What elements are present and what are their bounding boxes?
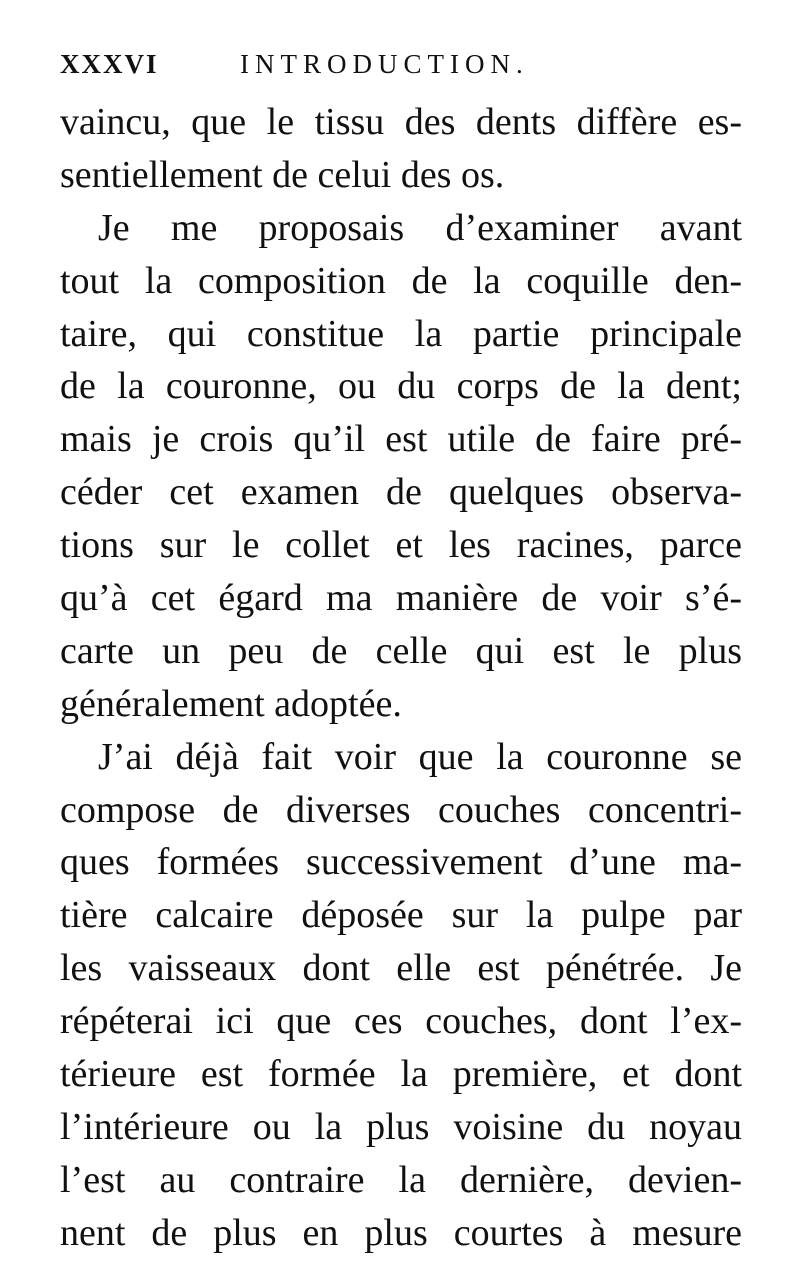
text-line: répéterai ici que ces couches, dont l’ex- [60,1000,742,1043]
text-line: tout la composition de la coquille den- [60,259,742,302]
text-line: l’est au contraire la dernière, devien- [60,1158,742,1201]
text-line: vaincu, que le tissu des dents diffère es- [60,101,742,143]
text-line: l’intérieure ou la plus voisine du noyau [60,1105,742,1148]
text-line: céder cet examen de quelques observa- [60,471,742,514]
text-line: sentiellement de celui des os. [60,153,505,196]
text-line: térieure est formée la première, et dont [60,1053,742,1096]
text-line: généralement adoptée. [60,682,402,725]
text-line: les vaisseaux dont elle est pénétrée. Je [60,947,742,990]
text-line: de la couronne, ou du corps de la dent; [60,365,742,408]
body-text [60,96,742,1260]
text-line: nent de plus en plus courtes à mesure [60,1211,742,1254]
text-line: compose de diverses couches concentri- [60,788,742,831]
text-line: Je me proposais d’examiner avant [98,206,742,249]
text-line: tière calcaire déposée sur la pulpe par [60,894,742,937]
text-line: mais je crois qu’il est utile de faire pré- [60,418,742,461]
page-number: XXXVI [60,49,159,79]
text-line: carte un peu de celle qui est le plus [60,629,742,672]
text-line: qu’à cet égard ma manière de voir s’é- [60,577,742,620]
text-line: J’ai déjà fait voir que la couronne se [98,735,742,778]
text-line: ques formées successivement d’une ma- [60,841,742,884]
text-line: tions sur le collet et les racines, parce [60,524,742,567]
running-title: INTRODUCTION. [240,49,529,79]
page-header [60,44,760,84]
text-line: taire, qui constitue la partie principale [60,312,742,355]
